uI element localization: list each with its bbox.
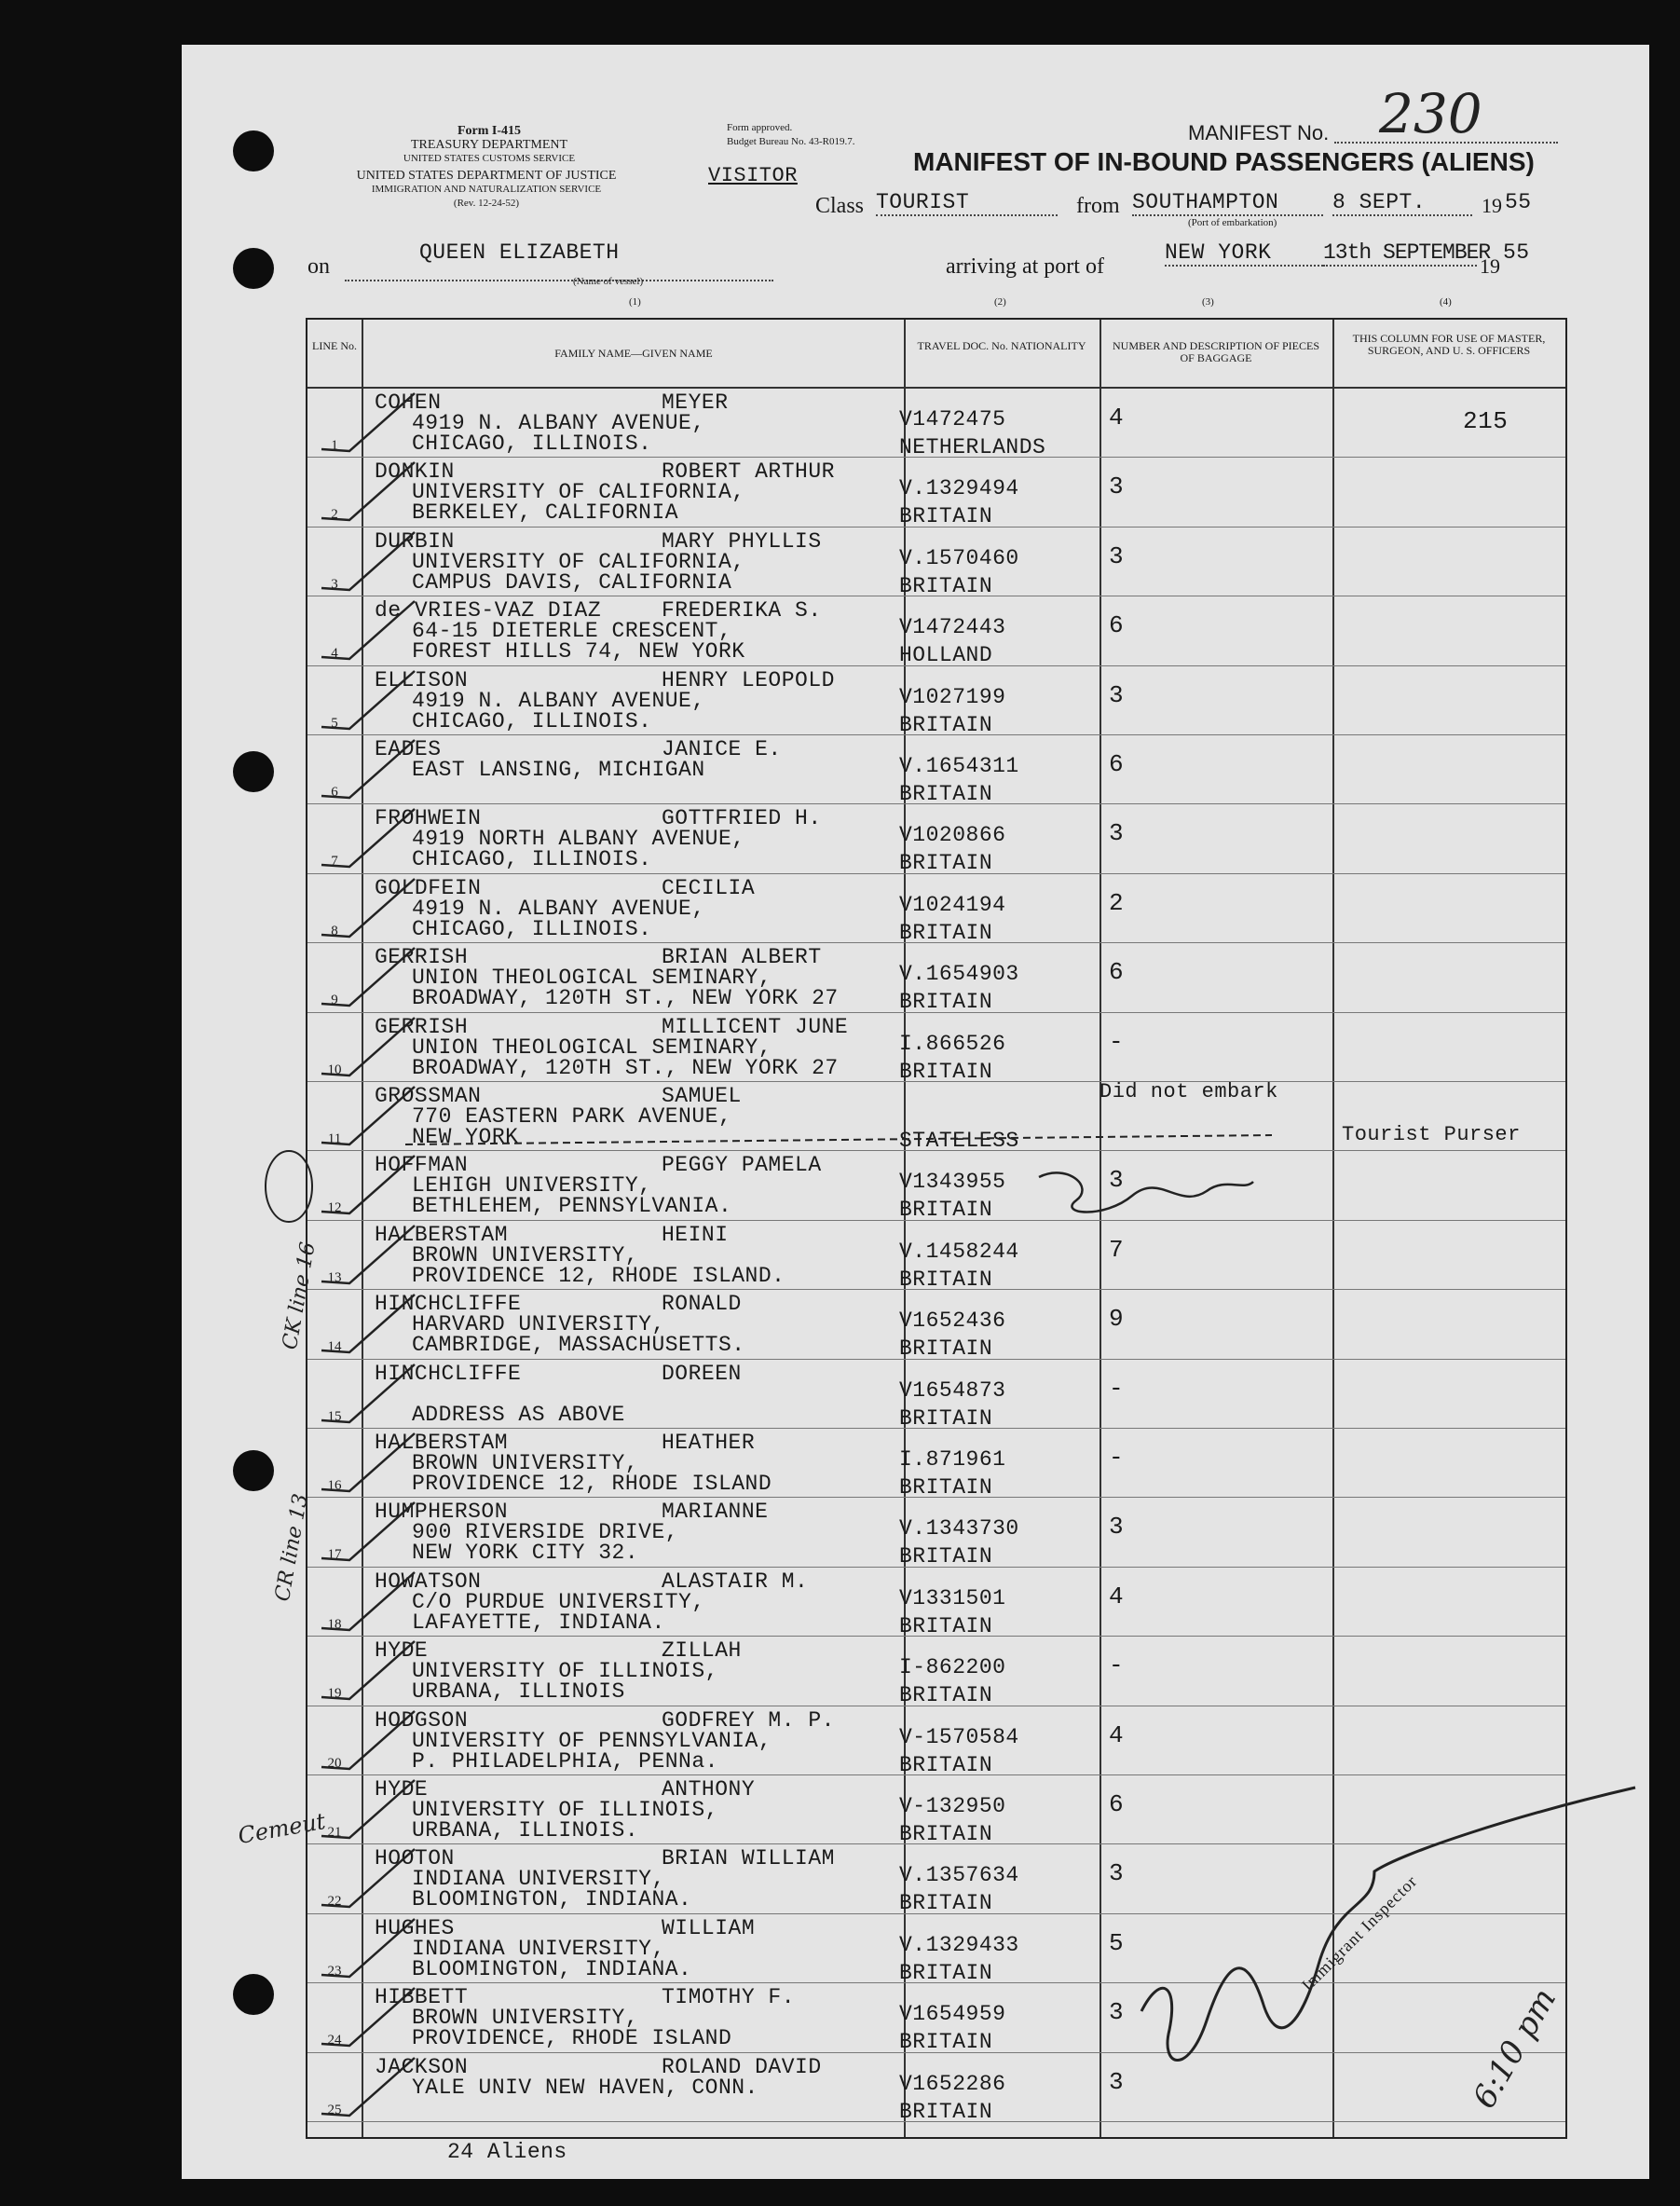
travel-doc-number: V1652286 xyxy=(899,2071,1006,2096)
family-name: ELLISON xyxy=(375,667,469,692)
address-line-1: BROWN UNIVERSITY, xyxy=(412,1242,639,1267)
officer-note: Tourist Purser xyxy=(1342,1123,1521,1146)
cancel-line xyxy=(405,1135,1272,1144)
travel-doc-number: V.1357634 xyxy=(899,1863,1019,1888)
nationality: BRITAIN xyxy=(899,782,993,806)
travel-doc-number: V.1654311 xyxy=(899,754,1019,778)
nationality: STATELESS xyxy=(899,1129,1019,1153)
baggage-count: 3 xyxy=(1109,1513,1125,1541)
line-number: 24 xyxy=(327,2033,342,2048)
nationality: BRITAIN xyxy=(899,2099,993,2124)
given-name: CECILIA xyxy=(662,875,756,900)
address-line-1: INDIANA UNIVERSITY, xyxy=(412,1936,665,1961)
line-number: 2 xyxy=(331,507,338,523)
baggage-count: 7 xyxy=(1109,1235,1125,1264)
col-num-2: (2) xyxy=(994,296,1006,308)
line-number: 23 xyxy=(327,1963,342,1979)
baggage-count: 3 xyxy=(1109,2067,1125,2096)
travel-doc-number: V-1570584 xyxy=(899,1724,1019,1749)
address-line-1: UNIVERSITY OF PENNSYLVANIA, xyxy=(412,1728,772,1753)
nationality: BRITAIN xyxy=(899,1544,993,1569)
baggage-count: - xyxy=(1109,1444,1125,1472)
header-line-no: LINE No. xyxy=(312,339,357,352)
nationality: BRITAIN xyxy=(899,1613,993,1638)
nationality: NETHERLANDS xyxy=(899,435,1046,459)
address-line-2: PROVIDENCE 12, RHODE ISLAND. xyxy=(412,1263,785,1288)
given-name: FREDERIKA S. xyxy=(662,598,822,623)
col-num-3: (3) xyxy=(1202,296,1214,308)
line-number: 21 xyxy=(327,1825,342,1840)
family-name: HUGHES xyxy=(375,1915,455,1940)
address-line-1: HARVARD UNIVERSITY, xyxy=(412,1312,665,1337)
baggage-count: 4 xyxy=(1109,1582,1125,1610)
line-number: 14 xyxy=(327,1339,342,1355)
travel-doc-number: V1472443 xyxy=(899,615,1006,640)
family-name: GOLDFEIN xyxy=(375,875,482,900)
address-line-2: PROVIDENCE 12, RHODE ISLAND xyxy=(412,1472,772,1496)
port-embark-note: (Port of embarkation) xyxy=(1188,217,1277,228)
address-line-2: BROADWAY, 120TH ST., NEW YORK 27 xyxy=(412,1055,839,1080)
family-name: COHEN xyxy=(375,391,442,415)
given-name: SAMUEL xyxy=(662,1084,742,1108)
margin-note-cement: Cemeut xyxy=(236,1807,328,1850)
address-line-2: BROADWAY, 120TH ST., NEW YORK 27 xyxy=(412,986,839,1011)
nationality: BRITAIN xyxy=(899,920,993,945)
baggage-count: 6 xyxy=(1109,1790,1125,1818)
visitor-label: VISITOR xyxy=(708,164,798,187)
year-prefix: 19 xyxy=(1482,194,1502,217)
header-family-name: FAMILY NAME—GIVEN NAME xyxy=(554,347,713,360)
family-name: HUMPHERSON xyxy=(375,1500,509,1525)
travel-doc-number: V1331501 xyxy=(899,1585,1006,1610)
nationality: HOLLAND xyxy=(899,643,993,668)
nationality: BRITAIN xyxy=(899,1683,993,1708)
baggage-count: 6 xyxy=(1109,750,1125,778)
col-num-1: (1) xyxy=(629,296,641,308)
travel-doc-number: V1654959 xyxy=(899,2002,1006,2027)
address-line-1: UNION THEOLOGICAL SEMINARY, xyxy=(412,966,772,991)
travel-doc-number: V1343955 xyxy=(899,1170,1006,1195)
given-name: HEATHER xyxy=(662,1431,756,1455)
nationality: BRITAIN xyxy=(899,990,993,1015)
from-port: SOUTHAMPTON xyxy=(1132,190,1323,216)
address-line-1: C/O PURDUE UNIVERSITY, xyxy=(412,1589,705,1614)
travel-doc-number: V1024194 xyxy=(899,892,1006,917)
family-name: de VRIES-VAZ DIAZ xyxy=(375,598,602,623)
on-label: on xyxy=(307,254,330,279)
address-line-2: URBANA, ILLINOIS. xyxy=(412,1818,639,1843)
address-line-1: 4919 N. ALBANY AVENUE, xyxy=(412,411,705,435)
from-label: from xyxy=(1076,194,1120,218)
baggage-count: Did not embark xyxy=(1100,1080,1278,1103)
class-label: Class xyxy=(815,194,865,218)
line-number: 1 xyxy=(331,438,338,453)
line-number: 12 xyxy=(327,1200,342,1216)
address-line-1: BROWN UNIVERSITY, xyxy=(412,1451,639,1475)
margin-note-cr: CR line 13 xyxy=(270,1491,313,1604)
nationality: BRITAIN xyxy=(899,573,993,598)
nationality: BRITAIN xyxy=(899,1960,993,1985)
address-line-1: UNIVERSITY OF CALIFORNIA, xyxy=(412,480,745,505)
given-name: TIMOTHY F. xyxy=(662,1985,796,2010)
family-name: HIBBETT xyxy=(375,1985,469,2010)
family-name: HOWATSON xyxy=(375,1569,482,1594)
manifest-page xyxy=(182,45,1649,2179)
family-name: HALBERSTAM xyxy=(375,1431,509,1455)
family-name: DONKIN xyxy=(375,459,455,485)
family-name: HALBERSTAM xyxy=(375,1222,509,1247)
baggage-count: 3 xyxy=(1109,1166,1125,1195)
manifest-title: MANIFEST OF IN-BOUND PASSENGERS (ALIENS) xyxy=(913,147,1535,176)
form-number: Form I-415 xyxy=(457,124,522,138)
given-name: PEGGY PAMELA xyxy=(662,1153,822,1178)
line-number: 10 xyxy=(327,1062,342,1077)
travel-doc-number: I.871961 xyxy=(899,1447,1006,1472)
address-line-1: 4919 N. ALBANY AVENUE, xyxy=(412,896,705,921)
address-line-2: BLOOMINGTON, INDIANA. xyxy=(412,1956,692,1981)
line-11-circle xyxy=(266,1151,312,1222)
baggage-count: 4 xyxy=(1109,404,1125,432)
baggage-count: 3 xyxy=(1109,541,1125,570)
travel-doc-number: V-132950 xyxy=(899,1794,1006,1818)
address-line-2: NEW YORK CITY 32. xyxy=(412,1541,639,1566)
family-name: HOOTON xyxy=(375,1846,455,1871)
given-name: HEINI xyxy=(662,1222,729,1247)
given-name: GODFREY M. P. xyxy=(662,1707,835,1733)
embark-date: 8 SEPT. xyxy=(1332,190,1472,216)
address-line-2: ADDRESS AS ABOVE xyxy=(412,1402,625,1427)
travel-doc-number: V1654873 xyxy=(899,1377,1006,1403)
baggage-count: 3 xyxy=(1109,473,1125,501)
travel-doc-number: V1027199 xyxy=(899,684,1006,709)
inspector-stamp: Immigrant Inspector xyxy=(1297,1871,1421,1995)
nationality: BRITAIN xyxy=(899,1475,993,1500)
line-number: 20 xyxy=(327,1755,342,1771)
line-number: 8 xyxy=(331,923,338,939)
margin-note-ck: CK line 16 xyxy=(278,1240,321,1352)
address-line-1: 4919 NORTH ALBANY AVENUE, xyxy=(412,827,745,852)
manifest-no-value: 230 xyxy=(1379,82,1482,145)
travel-doc-number: V.1458244 xyxy=(899,1239,1019,1264)
family-name: HYDE xyxy=(375,1777,429,1802)
address-line-1: UNION THEOLOGICAL SEMINARY, xyxy=(412,1034,772,1060)
given-name: ROLAND DAVID xyxy=(662,2054,822,2079)
family-name: JACKSON xyxy=(375,2054,469,2079)
nationality: BRITAIN xyxy=(899,1059,993,1084)
line-number: 9 xyxy=(331,993,338,1008)
line-number: 3 xyxy=(331,576,338,592)
given-name: RONALD xyxy=(662,1292,742,1317)
address-line-2: BETHLEHEM, PENNSYLVANIA. xyxy=(412,1194,732,1219)
travel-doc-number: V1472475 xyxy=(899,407,1006,432)
baggage-count: 2 xyxy=(1109,888,1125,917)
family-name: HINCHCLIFFE xyxy=(375,1361,522,1386)
address-line-2: NEW YORK xyxy=(412,1125,519,1149)
purser-signature xyxy=(1039,1172,1253,1212)
nationality: BRITAIN xyxy=(899,1198,993,1223)
address-line-2: CHICAGO, ILLINOIS. xyxy=(412,916,652,941)
class-value: TOURIST xyxy=(876,190,1058,216)
baggage-count: 6 xyxy=(1109,958,1125,987)
travel-doc-number: V.1654903 xyxy=(899,962,1019,987)
line-number: 22 xyxy=(327,1894,342,1910)
baggage-count: 4 xyxy=(1109,1720,1125,1749)
address-line-2: BERKELEY, CALIFORNIA xyxy=(412,500,679,526)
line-number: 19 xyxy=(327,1686,342,1702)
address-line-2: PROVIDENCE, RHODE ISLAND xyxy=(412,2026,732,2051)
line-number: 15 xyxy=(327,1408,342,1424)
travel-doc-number: I.866526 xyxy=(899,1031,1006,1056)
baggage-count: 3 xyxy=(1109,1998,1125,2027)
line-number: 13 xyxy=(327,1269,342,1285)
nationality: BRITAIN xyxy=(899,712,993,737)
travel-doc-number: V.1343730 xyxy=(899,1516,1019,1541)
given-name: HENRY LEOPOLD xyxy=(662,667,835,692)
ins-service: IMMIGRATION AND NATURALIZATION SERVICE xyxy=(371,184,602,195)
given-name: BRIAN WILLIAM xyxy=(662,1846,835,1871)
embark-year: 55 xyxy=(1505,190,1532,214)
family-name: HOFFMAN xyxy=(375,1153,469,1178)
baggage-count: 5 xyxy=(1109,1928,1125,1957)
family-name: DURBIN xyxy=(375,528,455,554)
arrival-date: 13th SEPTEMBER xyxy=(1323,240,1491,265)
line-number: 7 xyxy=(331,854,338,870)
form-approved: Form approved. xyxy=(727,122,793,133)
customs-service: UNITED STATES CUSTOMS SERVICE xyxy=(403,153,576,164)
address-line-2: CAMBRIDGE, MASSACHUSETTS. xyxy=(412,1333,745,1358)
nationality: BRITAIN xyxy=(899,504,993,529)
revision-date: (Rev. 12-24-52) xyxy=(453,198,520,209)
baggage-count: 6 xyxy=(1109,611,1125,640)
address-line-1: 64-15 DIETERLE CRESCENT, xyxy=(412,619,732,644)
travel-doc-number: V1652436 xyxy=(899,1309,1006,1334)
header-travel-doc: TRAVEL DOC. No. NATIONALITY xyxy=(917,339,1086,352)
address-line-2: BLOOMINGTON, INDIANA. xyxy=(412,1887,692,1912)
travel-doc-number: I-862200 xyxy=(899,1655,1006,1680)
alien-total: 24 Aliens xyxy=(447,2140,567,2164)
family-name: EADES xyxy=(375,737,442,761)
address-line-1: YALE UNIV NEW HAVEN, CONN. xyxy=(412,2075,758,2100)
baggage-count: 3 xyxy=(1109,680,1125,709)
address-line-1: UNIVERSITY OF ILLINOIS, xyxy=(412,1798,718,1822)
family-name: HODGSON xyxy=(375,1707,469,1733)
given-name: ROBERT ARTHUR xyxy=(662,459,835,485)
travel-doc-number: V.1329494 xyxy=(899,476,1019,501)
justice-department: UNITED STATES DEPARTMENT OF JUSTICE xyxy=(356,169,617,183)
baggage-count: - xyxy=(1109,1027,1125,1056)
family-name: FROHWEIN xyxy=(375,806,482,831)
treasury-department: TREASURY DEPARTMENT xyxy=(410,138,568,152)
given-name: ANTHONY xyxy=(662,1777,756,1802)
line-number: 18 xyxy=(327,1616,342,1632)
line-number: 25 xyxy=(327,2102,342,2117)
officer-note: 215 xyxy=(1463,407,1509,435)
address-line-2: LAFAYETTE, INDIANA. xyxy=(412,1610,665,1635)
address-line-2: P. PHILADELPHIA, PENNa. xyxy=(412,1748,718,1774)
given-name: ALASTAIR M. xyxy=(662,1569,809,1594)
arrival-year-prefix: 19 xyxy=(1480,254,1500,278)
time-note: 6:10 pm xyxy=(1465,1981,1564,2116)
nationality: BRITAIN xyxy=(899,1336,993,1362)
nationality: BRITAIN xyxy=(899,1405,993,1431)
address-line-1: 770 EASTERN PARK AVENUE, xyxy=(412,1104,732,1129)
arriving-label: arriving at port of xyxy=(946,254,1104,279)
baggage-count: - xyxy=(1109,1374,1125,1403)
line-number: 11 xyxy=(327,1131,342,1146)
address-line-1: 4919 N. ALBANY AVENUE, xyxy=(412,688,705,713)
address-line-2: CAMPUS DAVIS, CALIFORNIA xyxy=(412,569,732,595)
nationality: BRITAIN xyxy=(899,1891,993,1916)
address-line-2: CHICAGO, ILLINOIS. xyxy=(412,847,652,872)
manifest-no-label: MANIFEST No. xyxy=(1188,121,1330,144)
given-name: BRIAN ALBERT xyxy=(662,945,822,970)
signature-overlay xyxy=(182,45,1649,2179)
arrival-year: 55 xyxy=(1503,240,1530,265)
address-line-2: FOREST HILLS 74, NEW YORK xyxy=(412,639,745,665)
nationality: BRITAIN xyxy=(899,1267,993,1292)
line-number: 17 xyxy=(327,1547,342,1563)
nationality: BRITAIN xyxy=(899,851,993,876)
address-line-1: EAST LANSING, MICHIGAN xyxy=(412,758,705,782)
header-baggage: NUMBER AND DESCRIPTION OF PIECES OF BAGGAGE xyxy=(1112,339,1320,364)
header-officers: THIS COLUMN FOR USE OF MASTER, SURGEON, AND U. S. OFFICERS xyxy=(1352,332,1546,357)
col-num-4: (4) xyxy=(1440,296,1452,308)
baggage-count: 9 xyxy=(1109,1305,1125,1334)
given-name: MARIANNE xyxy=(662,1500,769,1525)
address-line-1: INDIANA UNIVERSITY, xyxy=(412,1867,665,1892)
given-name: GOTTFRIED H. xyxy=(662,806,822,831)
travel-doc-number: V1020866 xyxy=(899,823,1006,848)
line-number: 4 xyxy=(331,646,338,662)
given-name: MEYER xyxy=(662,391,729,415)
baggage-count: 3 xyxy=(1109,819,1125,848)
travel-doc-number: V.1329433 xyxy=(899,1932,1019,1957)
baggage-count: 3 xyxy=(1109,1859,1125,1888)
line-number: 16 xyxy=(327,1478,342,1493)
nationality: BRITAIN xyxy=(899,1752,993,1777)
nationality: BRITAIN xyxy=(899,1822,993,1846)
family-name: GERRISH xyxy=(375,945,469,970)
line-number: 6 xyxy=(331,785,338,800)
nationality: BRITAIN xyxy=(899,2030,993,2055)
address-line-1: BROWN UNIVERSITY, xyxy=(412,2006,639,2031)
baggage-count: - xyxy=(1109,1651,1125,1680)
travel-doc-number: V.1570460 xyxy=(899,545,1019,570)
family-name: GROSSMAN xyxy=(375,1084,482,1108)
given-name: JANICE E. xyxy=(662,737,782,761)
address-line-2: CHICAGO, ILLINOIS. xyxy=(412,432,652,456)
address-line-2: CHICAGO, ILLINOIS. xyxy=(412,708,652,733)
family-name: HYDE xyxy=(375,1638,429,1664)
address-line-2: URBANA, ILLINOIS xyxy=(412,1679,625,1705)
given-name: MILLICENT JUNE xyxy=(662,1014,849,1039)
vessel-note: (Name of vessel) xyxy=(573,276,644,287)
address-line-1: 900 RIVERSIDE DRIVE, xyxy=(412,1520,679,1545)
arrival-port: NEW YORK xyxy=(1165,240,1323,267)
family-name: GERRISH xyxy=(375,1014,469,1039)
given-name: MARY PHYLLIS xyxy=(662,528,822,554)
inspector-signature xyxy=(1141,1788,1635,2061)
given-name: ZILLAH xyxy=(662,1638,742,1664)
budget-bureau: Budget Bureau No. 43-R019.7. xyxy=(727,136,855,147)
address-line-1: UNIVERSITY OF ILLINOIS, xyxy=(412,1659,718,1684)
vessel-name: QUEEN ELIZABETH xyxy=(419,240,620,265)
given-name: DOREEN xyxy=(662,1361,742,1386)
family-name: HINCHCLIFFE xyxy=(375,1292,522,1317)
given-name: WILLIAM xyxy=(662,1915,756,1940)
line-number: 5 xyxy=(331,715,338,731)
address-line-1: UNIVERSITY OF CALIFORNIA, xyxy=(412,549,745,574)
address-line-1: LEHIGH UNIVERSITY, xyxy=(412,1173,652,1199)
